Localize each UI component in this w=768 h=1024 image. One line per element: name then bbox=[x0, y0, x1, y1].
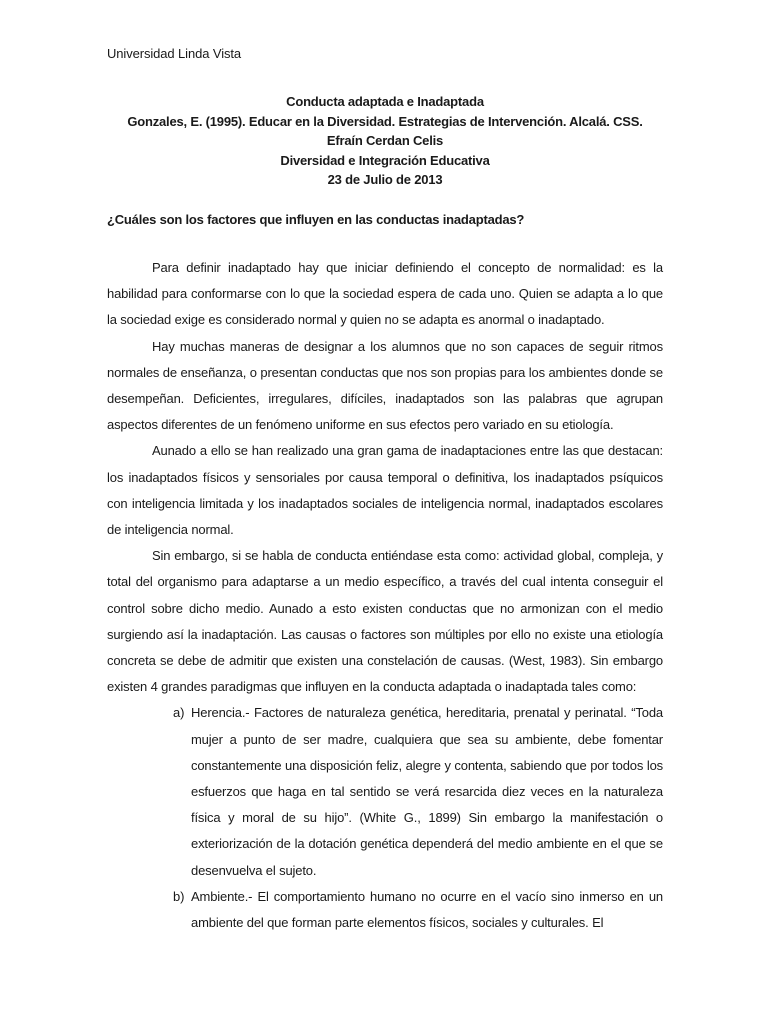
paragraph: Para definir inadaptado hay que iniciar definiendo el concepto de normalidad: es la habilidad para conformarse con lo que la sociedad espera de cada uno. Quien se adapta a lo que la sociedad exige es considerado normal y quien no se adapta es anormal o inadaptado. bbox=[107, 260, 663, 328]
list-marker: a) bbox=[173, 705, 185, 721]
guiding-question: ¿Cuáles son los factores que influyen en las conductas inadaptadas? bbox=[107, 212, 525, 227]
document-date: 23 de Julio de 2013 bbox=[327, 172, 443, 187]
list-item-text: Ambiente.- El comportamiento humano no ocurre en el vacío sino inmerso en un ambiente del que forman parte elementos físicos, sociales y culturales. El bbox=[191, 888, 663, 931]
title-block bbox=[107, 92, 663, 190]
institution-name: Universidad Linda Vista bbox=[107, 46, 242, 61]
reference-citation: Gonzales, E. (1995). Educar en la Diversidad. Estrategias de Intervención. Alcalá. CSS. bbox=[127, 113, 643, 129]
paragraph: Sin embargo, si se habla de conducta entiéndase esta como: actividad global, compleja, y total del organismo para adaptarse a un medio específico, a través del cual intenta conseguir el control sobre dicho medio. Aunado a esto existen conductas que no armonizan con el medio surgiendo así la inadaptación. Las causas o factores son múltiples por ello no existe una etiología concreta se debe de admitir que existen una constelación de causas. (West, 1983). Sin embargo existen 4 grandes paradigmas que influyen en la conducta adaptada o inadaptada tales como: bbox=[107, 548, 663, 695]
course-name: Diversidad e Integración Educativa bbox=[280, 152, 490, 168]
document-body bbox=[107, 255, 663, 936]
list-item bbox=[107, 700, 663, 883]
document-title: Conducta adaptada e Inadaptada bbox=[286, 94, 484, 109]
paragraph: Aunado a ello se han realizado una gran gama de inadaptaciones entre las que destacan: los inadaptados físicos y sensoriales por causa temporal o definitiva, los inadaptados psíquicos con inteligencia limitada y los inadaptados sociales de inteligencia normal, inadaptados escolares de inteligencia normal. bbox=[107, 443, 663, 538]
paragraph: Hay muchas maneras de designar a los alumnos que no son capaces de seguir ritmos normales de enseñanza, o presentan conductas que nos son propias para los ambientes donde se desempeñan. Deficientes, irregulares, difíciles, inadaptados son las palabras que agrupan aspectos diferentes de un fenómeno uniforme en sus efectos pero variado en su etiología. bbox=[107, 338, 663, 433]
list-item-text: Herencia.- Factores de naturaleza genética, hereditaria, prenatal y perinatal. “Toda mujer a punto de ser madre, cualquiera que sea su ambiente, debe fomentar constantemente una disposición feliz, alegre y contenta, sabiendo que por todos los esfuerzos que haga en tal sentido se verá resarcida diez veces en la naturaleza física y moral de su hijo”. (White G., 1899) Sin embargo la manifestación o exteriorización de la dotación genética dependerá del medio ambiente en el que se desenvuelva el sujeto. bbox=[191, 705, 663, 878]
author-name: Efraín Cerdan Celis bbox=[326, 133, 444, 148]
paradigm-list bbox=[107, 700, 663, 936]
list-item bbox=[107, 884, 663, 936]
list-marker: b) bbox=[173, 888, 185, 904]
